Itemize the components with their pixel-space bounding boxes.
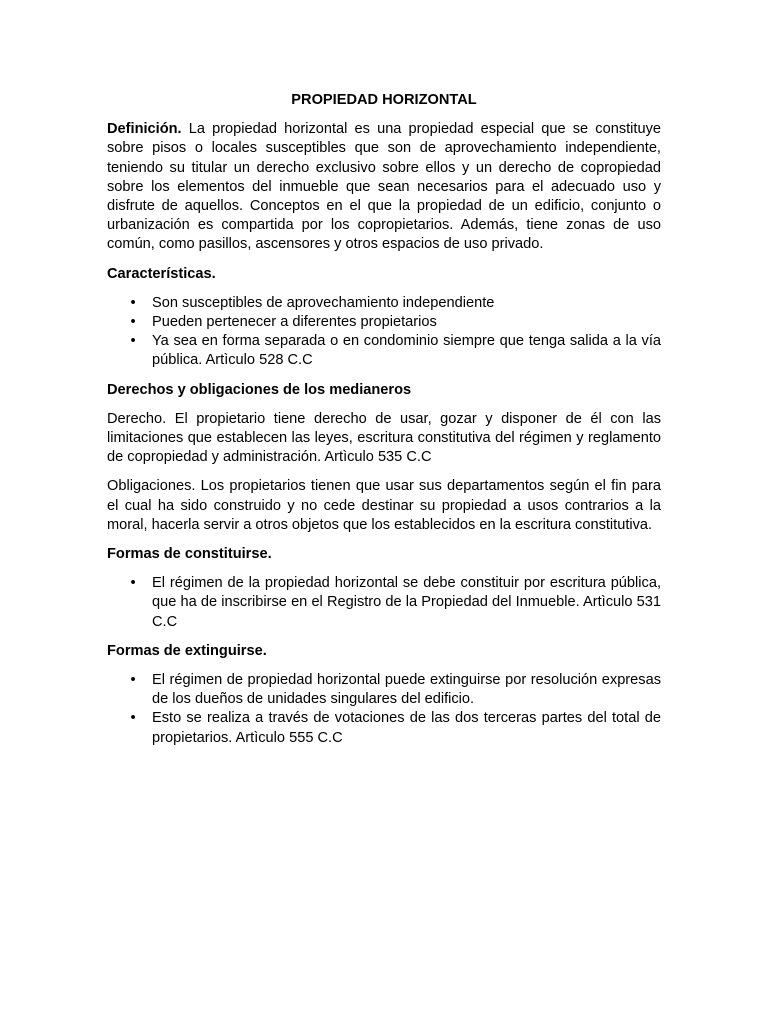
obligaciones-paragraph: Obligaciones. Los propietarios tienen que usar sus departamentos según el fin para el cual ha sido construido y no cede destinar su propiedad a usos contrarios a la moral, hacerla servir a otros objetos que los establecidos en la escritura constitutiva. [107,478,661,533]
bullet-icon: • [130,294,136,311]
definition-label: Definición. [107,121,182,138]
list-item-text: Pueden pertenecer a diferentes propietarios [152,314,437,331]
characteristics-list [107,294,661,371]
list-item-text: Ya sea en forma separada o en condominio siempre que tenga salida a la vía pública. Artìculo 528 C.C [152,333,661,369]
extinction-heading: Formas de extinguirse. [107,642,267,659]
list-item [107,294,661,313]
derecho-paragraph: Derecho. El propietario tiene derecho de usar, gozar y disponer de él con las limitaciones que establecen las leyes, escritura constitutiva del régimen y reglamento de copropiedad y administración. Artìculo 535 C.C [107,410,661,466]
list-item [107,574,661,632]
definition-paragraph [107,120,661,254]
list-item [107,332,661,370]
rights-heading: Derechos y obligaciones de los medianeros [107,381,412,398]
list-item-text: Son susceptibles de aprovechamiento independiente [152,294,495,311]
constitution-list [107,574,661,632]
list-item-text: El régimen de la propiedad horizontal se debe constituir por escritura pública, que ha de inscribirse en el Registro de la Propiedad del Inmueble. Artìculo 531 C.C [152,575,661,630]
list-item [107,671,661,709]
definition-text: La propiedad horizontal es una propiedad especial que se constituye sobre pisos o locales susceptibles que son de aprovechamiento independiente, teniendo su titular un derecho exclusivo sobre ellos y un derecho de copropiedad sobre los elementos del inmueble que sean necesarios para el adecuado uso y disfrute de aquellos. Conceptos en el que la propiedad de un edificio, conjunto o urbanización es compartida por los copropietarios. Además, tiene zonas de uso común, como pasillos, ascensores y otros espacios de uso privado. [107,121,661,253]
constitution-heading: Formas de constituirse. [107,546,272,563]
bullet-icon: • [130,314,136,331]
bullet-icon: • [130,710,136,727]
document-title: PROPIEDAD HORIZONTAL [291,92,477,108]
bullet-icon: • [130,672,136,689]
list-item [107,313,661,332]
extinction-list [107,671,661,748]
bullet-icon: • [130,575,136,592]
characteristics-heading: Características. [107,265,216,282]
list-item [107,709,661,747]
bullet-icon: • [130,333,136,350]
list-item-text: El régimen de propiedad horizontal puede extinguirse por resolución expresas de los dueños de unidades singulares del edificio. [152,672,661,708]
list-item-text: Esto se realiza a través de votaciones de las dos terceras partes del total de propietarios. Artìculo 555 C.C [152,710,661,746]
document-page [107,91,661,758]
